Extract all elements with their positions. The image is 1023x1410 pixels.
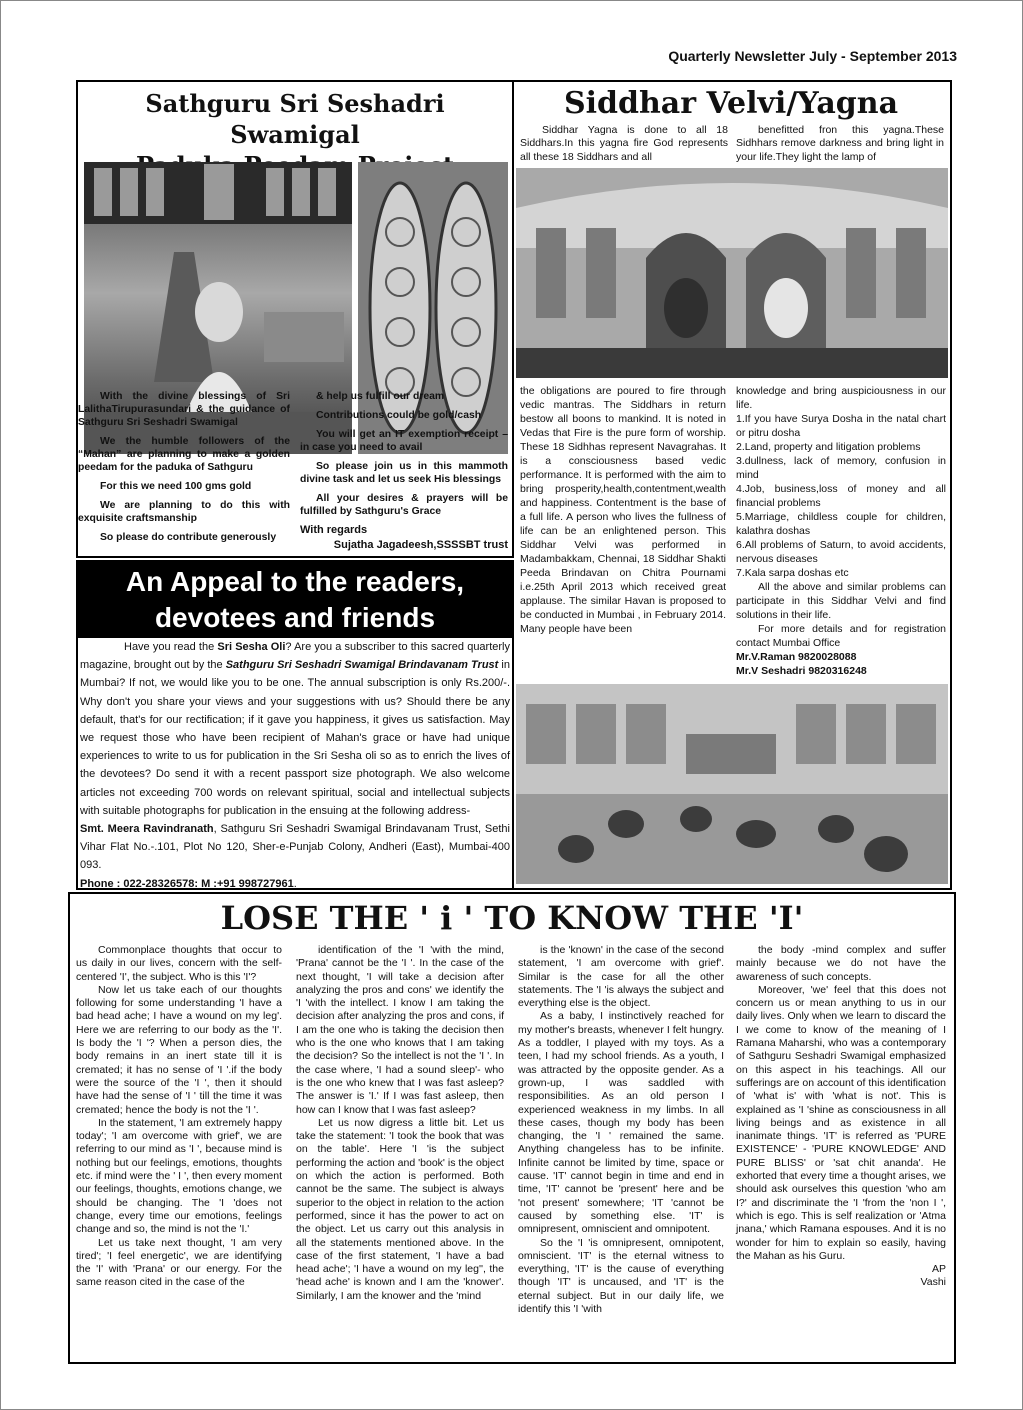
- trust-name: Sathguru Sri Seshadri Swamigal Brindavanam Trust: [225, 659, 499, 672]
- velvi-list-item: 7.Kala sarpa doshas etc: [736, 567, 849, 579]
- phone-number: Phone : 022-28326578: M :+91 998727961: [80, 877, 294, 890]
- sesha-oli-name: Sri Sesha Oli: [217, 641, 286, 653]
- paduka-text-col2: [300, 390, 508, 552]
- article-para: So the 'I 'is omnipresent, omnipotent, omniscient. 'IT' is the eternal witness to everything, 'IT' is the cause of everything though 'IT' is uncaused, and 'IT' is the eternal subject. But in our daily life, we identify this 'I 'with: [518, 1236, 724, 1316]
- paduka-para: We the humble followers of the “Mahan” are planning to make a golden peedam for the paduka of Sathguru: [78, 436, 290, 473]
- velvi-list-item: 2.Land, property and litigation problems: [736, 441, 921, 453]
- article-para: Let us take next thought, 'I am very tired'; 'I feel energetic', we are identifying the 'I' with 'Prana' or our energy. For the same reason cited in the case of the: [76, 1236, 282, 1289]
- article-sign-place: Vashi: [920, 1276, 946, 1289]
- paduka-para: With the divine blessings of Sri LalithaTirupurasundari & the guidance of Sathguru Sri Seshadri Swamigal: [78, 391, 290, 428]
- article-box: [68, 892, 956, 1364]
- newsletter-header: Quarterly Newsletter July - September 2013: [668, 48, 957, 64]
- article-para: the body -mind complex and suffer mainly because we do not have the awareness of such concepts.: [736, 944, 946, 983]
- velvi-list-item: 3.dullness, lack of memory, confusion in mind: [736, 455, 946, 481]
- contact-raman: Mr.V.Raman 9820028088: [736, 651, 857, 663]
- article-col4: [736, 944, 946, 1290]
- velvi-list-item: 5.Marriage, childless couple for children, kalathra doshas: [736, 511, 946, 537]
- article-para: Let us now digress a little bit. Let us take the statement: 'I took the book that was on the table'. Here 'I 'is the subject performing the action and 'book' is the object on which the action is performed. Both cannot be the same. The subject is always superior to the object in relation to the action performed, since it has the power to act on the object. Let us carry out this analysis in all the statements mentioned above. In the case of the first statement, 'I have a bad head ache'; 'I have a wound on my leg'', the 'head ache' is known and I am the 'knower'. Similarly, I am the knower and the 'mind: [296, 1116, 504, 1302]
- appeal-box: [76, 560, 514, 890]
- appeal-banner: [78, 562, 512, 638]
- velvi-closing: All the above and similar problems can participate in this Siddhar Velvi and find solutions in their life.: [736, 581, 946, 621]
- article-para: As a baby, I instinctively reached for my mother's breasts, whenever I felt hungry. As a toddler, I played with my toys. As a teen, I had my school friends. As a youth, I was attracted by the opposite gender. As a grown-up, I was saddled with responsibilities. As an old person I experienced weakness in my limbs. In all these cases, though my body has been changing, the 'I ' remained the same. Anything changeless has to be infinite. Infinite cannot be limited by time, space or cause. 'IT' cannot begin in time and end in time, 'IT' cannot be 'present' here and be 'not present' somewhere; 'IT 'cannot be caused by something else. 'IT' is omnipresent, omniscient and omnipotent.: [518, 1010, 724, 1236]
- appeal-text: [80, 638, 510, 893]
- yagna-photo-1: [516, 168, 948, 378]
- appeal-title-line2: devotees and friends: [154, 602, 436, 633]
- article-col1: [76, 944, 282, 1290]
- contact-seshadri: Mr.V Seshadri 9820316248: [736, 665, 867, 677]
- velvi-intro-left: Siddhar Yagna is done to all 18 Siddhars.In this yagna fire God represents all these 18 Siddhars and all: [520, 124, 728, 163]
- paduka-para: Contributions could be gold/cash: [316, 410, 482, 421]
- phone-end: .: [293, 877, 297, 890]
- velvi-col-left: the obligations are poured to fire through vedic mantras. The Siddhars in return bestow all boons to mankind. It is noted in Vedas that Fire is the pure form of worship. These 18 Sidhhas represent Navagrahas. It is a consciousness based vedic performance. It is performed with the aim to bring prosperity,health,contentment,wealth and happiness. Contentment is the base of a full life. A person who lives the fullness of life can be an enlightened person. This Siddhar Velvi was performed in Madambakkam, Chennai, 18 Siddhar Shakti Peeda Brindavan on Chitra Pournami i.e.25th April 2013 which received great applause. The similar Havan is proposed to be conducted in Mumbai , in February 2014. Many people have been: [520, 385, 726, 635]
- paduka-para: We are planning to do this with exquisite craftsmanship: [78, 500, 290, 524]
- paduka-para: You will get an IT exemption receipt – in case you need to avail: [300, 429, 508, 453]
- yagna-photo-2: [516, 684, 948, 884]
- velvi-col-right: [736, 384, 946, 678]
- paduka-signature: Sujatha Jagadeesh,SSSSBT trust: [333, 539, 508, 551]
- article-title: LOSE THE ' i ' TO KNOW THE 'I': [220, 899, 804, 937]
- appeal-text-e: in Mumbai? If not, we would like you to be one. The annual subscription is only Rs.200/-. Why don't you share your views and your suggestions with us? Should there be any default, that's for our rectification; if it gave you happiness, it gives us satisfaction. May we request those who have been recipient of Mahan's grace or have had unique experiences to write to us for publication in the Sri Sesha oli so as to enrich the lives of the devotees? Do send it with a recent passport size photograph. We also welcome articles not exceeding 700 words on relevant spiritual, social and intellectual subjects with suitable photographs for publication in the ensuing at the following address-: [80, 659, 510, 817]
- address-name: Smt. Meera Ravindranath: [80, 823, 214, 836]
- article-sign-initials: AP: [931, 1263, 946, 1276]
- velvi-right-intro: knowledge and bring auspiciousness in our life.: [736, 385, 946, 411]
- velvi-box: [512, 80, 952, 890]
- velvi-intro-right: benefitted fron this yagna.These Sidhhars remove darkness and bring light in your life.They light the lamp of: [736, 124, 944, 163]
- velvi-title: Siddhar Velvi/Yagna: [563, 86, 899, 121]
- article-para: identification of the 'I 'with the mind, 'Prana' cannot be the 'I '. In the case of the next thought, 'I will take a decision after analyzing the pros and cons' we identify the 'I 'with the intellect. I know I am taking the decision after analyzing the pros and cons, if I am the one who is taking the decision then who is the one who knows that I am taking the decision? So the intellect is not the 'I '. In the case where, 'I had a sound sleep'- who is the one who knew that I was fast asleep? The answer is 'I.' If I was fast asleep, then how can I know that I was fast asleep?: [296, 944, 504, 1116]
- article-para: Moreover, 'we' feel that this does not concern us or mean anything to us in our daily lives. Only when we learn to discard the I we come to know of the meaning of I Ramana Maharshi, who was a contemporary of Sathguru Seshadri Swamigal emphasized on this aspect in his teachings. All our sufferings are on account of this identification of 'what is' with 'what is not'. This is explained as 'I 'shine as consciousness in all living beings and as existence in all inanimate things. 'IT' is referred as 'PURE EXISTENCE' - 'PURE KNOWLEDGE' AND PURE BLISS' or 'sat chit ananda'. He exhorted that every time a thought arises, we should ask ourselves this question 'who am I?' and discriminate the 'I 'from the 'non I ', which is ego. This is self realization or 'Atma jnana,' which Ramana espouses. And it is no wonder for him to explain so easily, having the Mahan as his Guru.: [736, 983, 946, 1262]
- appeal-text-c: ? Are you a subscriber to this sacred quarterly magazine, brought out by the: [80, 641, 510, 672]
- paduka-project-box: [76, 80, 514, 558]
- paduka-para: So please join us in this mammoth divine task and let us seek His blessings: [300, 461, 508, 485]
- velvi-list-item: 1.If you have Surya Dosha in the natal chart or pitru dosha: [736, 413, 946, 439]
- article-para: Commonplace thoughts that occur to us daily in our lives, concern with the self-centered 'I', the subject. Who is this 'I'?: [76, 944, 282, 983]
- article-para: is the 'known' in the case of the second statement, 'I am overcome with grief'. Similar is the case for all the other statements. The 'I 'is always the subject and everything else is the object.: [518, 944, 724, 1010]
- article-para: In the statement, 'I am extremely happy today'; 'I am overcome with grief', we are referring to our mind as 'I ', because mind is nothing but our feelings, emotions, thoughts etc. if mind were the ' I ', then every moment our feelings, thoughts, emotions change, we should be changing. The 'I 'does not change, every time our emotions, feelings change and so, the mind is not the 'I.': [76, 1116, 282, 1236]
- article-col3: [518, 944, 724, 1316]
- article-para: Now let us take each of our thoughts following for some understanding 'I have a bad head ache; I have a wound on my leg'. Here we are referring to our body as the 'I'. Is body the 'I '? When a person dies, the body remains in an inert state till it is cremated; it has no sense of 'I '.if the body were the source of the 'I ', then it should have had the sense of 'I ' till the time it was cremated; hence the body is not the 'I '.: [76, 983, 282, 1116]
- appeal-text-a: Have you read the: [124, 641, 218, 653]
- velvi-contact: For more details and for registration contact Mumbai Office: [736, 623, 946, 649]
- paduka-regards: With regards: [300, 524, 368, 536]
- paduka-title-line1: Sathguru Sri Seshadri Swamigal: [145, 89, 445, 149]
- address-text: , Sathguru Sri Seshadri Swamigal Brindavanam Trust, Sethi Vihar Flat No.-.101, Plot No 120, Sher-e-Punjab Colony, Andheri (East), Mumbai-400 093.: [80, 823, 510, 872]
- velvi-list-item: 6.All problems of Saturn, to avoid accidents, nervous diseases: [736, 539, 946, 565]
- paduka-para: So please do contribute generously: [100, 532, 277, 543]
- paduka-text-col1: [78, 390, 290, 550]
- velvi-list-item: 4.Job, business,loss of money and all financial problems: [736, 483, 946, 509]
- paduka-para: & help us fulfill our dream: [316, 391, 445, 402]
- article-col2: [296, 944, 504, 1303]
- paduka-para: For this we need 100 gms gold: [100, 481, 252, 492]
- paduka-para: All your desires & prayers will be fulfilled by Sathguru's Grace: [300, 493, 508, 517]
- appeal-title-line1: An Appeal to the readers,: [125, 566, 465, 597]
